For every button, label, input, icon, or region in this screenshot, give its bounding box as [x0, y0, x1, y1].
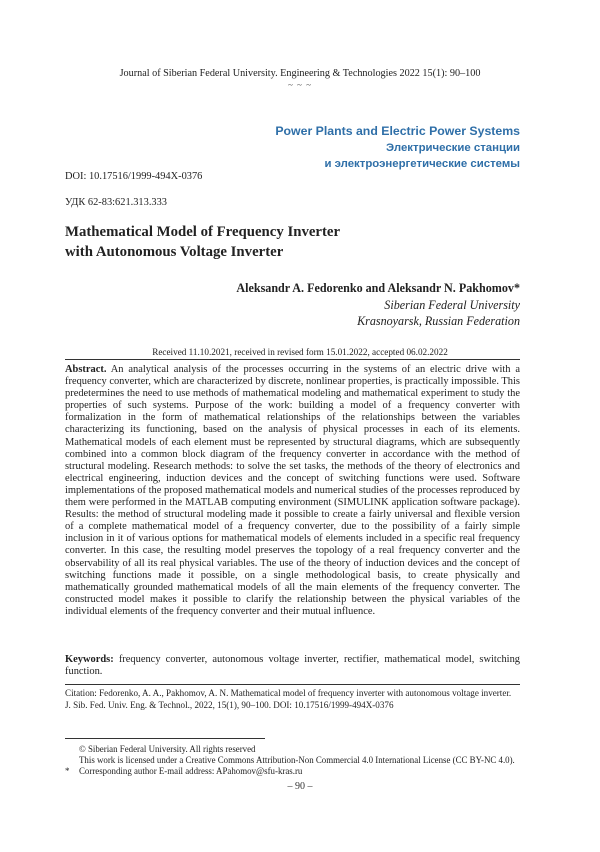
abstract-text: An analytical analysis of the processes occurring in the systems of an electric drive with a frequency converter, which are characterized by discrete, nonlinear properties, is practically impossible. This predetermines the need to use methods of mathematical modeling and mathematical experiment to study the properties of such systems. Purpose of the work: building a model of a frequency converter with formalization in the form of mathematical relationships of the relationships between the variables characterizing its functioning, based on the analysis of physical processes in each of its elements. Mathematical models of each element must be represented by structural diagrams, which are subsequently combined into a common block diagram of the frequency converter in accordance with the method of structural modeling. Research methods: to solve the set tasks, the methods of the theory of electronics and electrical engineering, induction devices and the concept of switching functions were used. Software implementations of the proposed mathematical models and numerical studies of the processes reproduced by them were performed in the MATLAB computing environment (SIMULINK application software package). Results: the method of structural modeling made it possible to create a fairly universal and flexible version of a complete mathematical model of a frequency converter, due to the possibility of a fairly simple inclusion in it of various options for mathematical models of elements included in a specific real frequency converter. In this case, the resulting model preserves the topology of a real frequency converter and the observability of all its real physical variables. The use of the theory of induction devices and the concept of switching functions made it possible, on a single methodological basis, to create physically and mathematically grounded mathematical models of all the main elements of the frequency converter. The constructed model makes it possible to clarify the relationship between the physical variables of the individual elements of the frequency converter and their mutual influence.	[65, 364, 520, 617]
citation	[65, 688, 520, 711]
udk: УДК 62-83:621.313.333	[65, 197, 168, 208]
author-names: Aleksandr A. Fedorenko and Aleksandr N. Pakhomov*	[236, 281, 520, 295]
page-number: – 90 –	[287, 781, 313, 792]
journal-header: Journal of Siberian Federal University. Engineering & Technologies 2022 15(1): 90–100	[119, 68, 481, 79]
section-heading	[275, 123, 520, 172]
footnote-corresponding: * Corresponding author E-mail address: APahomov@sfu-kras.ru	[65, 765, 303, 776]
keywords-text: frequency converter, autonomous voltage inverter, rectifier, mathematical model, switching function.	[65, 654, 521, 678]
abstract-label: Abstract.	[65, 364, 107, 375]
received-dates: Received 11.10.2021, received in revised form 15.01.2022, accepted 06.02.2022	[152, 347, 448, 357]
section-title-ru-line2: и электроэнергетические системы	[324, 158, 520, 170]
keywords-label: Keywords:	[65, 654, 114, 665]
affiliation-location: Krasnoyarsk, Russian Federation	[357, 314, 520, 328]
paper-title	[65, 222, 465, 262]
footnote-license: This work is licensed under a Creative Commons Attribution-Non Commercial 4.0 International License (CC BY-NC 4.0).	[79, 754, 515, 765]
abstract	[65, 364, 520, 618]
citation-line2: J. Sib. Fed. Univ. Eng. & Technol., 2022, 15(1), 90–100. DOI: 10.17516/1999-494X-0376	[65, 699, 394, 710]
paper-title-line1: Mathematical Model of Frequency Inverter	[65, 224, 341, 240]
citation-line1: Citation: Fedorenko, A. A., Pakhomov, A. N. Mathematical model of frequency inverter with autonomous voltage inverter.	[65, 688, 512, 698]
divider-citation	[65, 684, 520, 685]
affiliation-university: Siberian Federal University	[384, 297, 520, 312]
paper-title-line2: with Autonomous Voltage Inverter	[65, 244, 284, 260]
footnote-divider	[65, 738, 265, 739]
header-ornament: ~ ~ ~	[287, 80, 313, 90]
section-title-en: Power Plants and Electric Power Systems	[275, 124, 520, 138]
footnote-copyright: © Siberian Federal University. All rights reserved	[79, 744, 256, 754]
keywords	[65, 654, 520, 678]
section-title-ru-line1: Электрические станции	[386, 142, 520, 154]
doi: DOI: 10.17516/1999-494X-0376	[65, 171, 203, 182]
author-block	[236, 280, 520, 330]
footnote-asterisk: *	[65, 765, 70, 776]
divider-top	[65, 359, 520, 360]
footnotes	[65, 744, 530, 776]
